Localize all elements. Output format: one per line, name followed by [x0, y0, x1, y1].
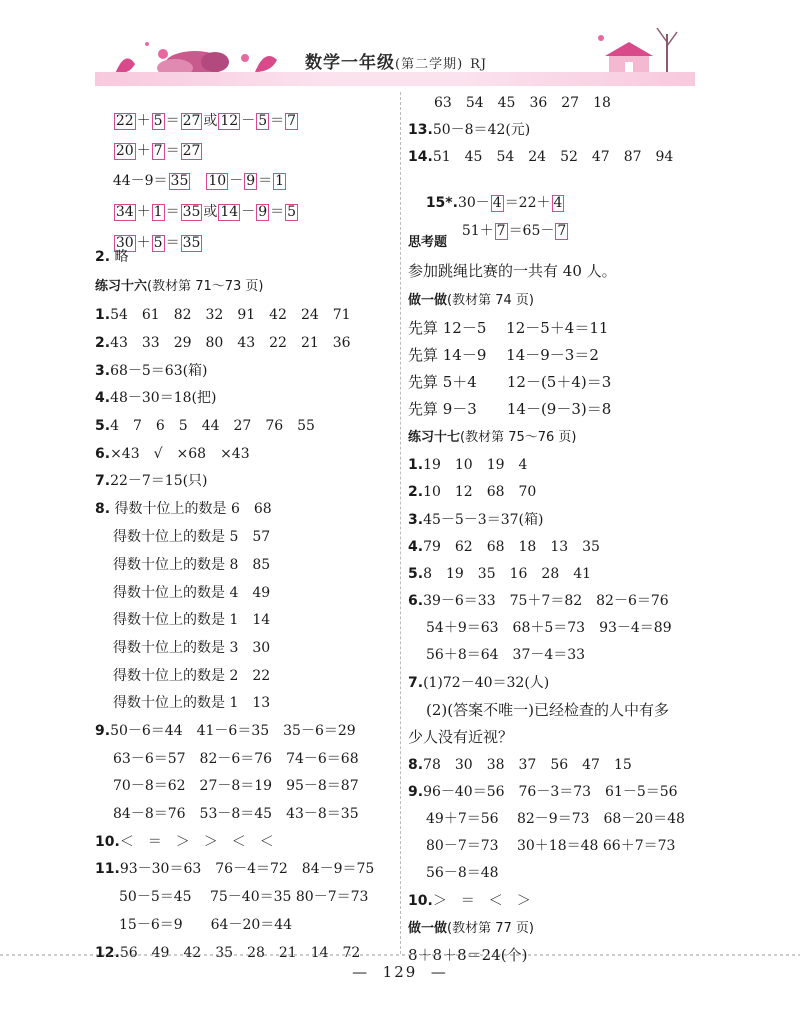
answer-line: 参加跳绳比赛的一共有 40 人。 [408, 262, 617, 280]
question-9: 9.50－6＝44 41－6＝35 35－6＝29 [95, 723, 356, 739]
question-4: 4.48－30＝18(把) [95, 390, 217, 406]
answer-line: 得数十位上的数是 1 14 [113, 612, 271, 628]
header-title [305, 48, 487, 73]
decorative-house-right [595, 16, 695, 80]
answer-line: 63－6＝57 82－6＝76 74－6＝68 [113, 751, 359, 767]
answer-line: 50－5＝45 75－40＝35 80－7＝73 [119, 889, 369, 905]
page-number: — 129 — [352, 963, 448, 981]
question-11: 11.93－30＝63 76－4＝72 84－9＝75 [95, 861, 375, 877]
question-3: 3.45－5－3＝37(箱) [408, 512, 544, 528]
question-15: 15*.30－ 4 ＝22＋ 4 [425, 195, 563, 211]
question-10: 10.＞ ＝ ＜ ＞ [408, 893, 531, 909]
answer-line: (2)(答案不唯一)已经检查的人中有多 [426, 701, 669, 719]
answer-line: 54＋9＝63 68＋5＝73 93－4＝89 [426, 620, 672, 636]
question-2: 2. 略 [95, 249, 129, 265]
question-4: 4.79 62 68 18 13 35 [408, 539, 600, 555]
answer-line: 80－7＝73 30＋18＝48 66＋7＝73 [426, 838, 676, 854]
answer-line: 30 ＋ 5 ＝ 35 [115, 235, 201, 251]
question-9: 9.96－40＝56 76－3＝73 61－5＝56 [408, 784, 678, 800]
question-2: 2.43 33 29 80 43 22 21 36 [95, 335, 351, 351]
answer-line: 得数十位上的数是 2 22 [113, 668, 271, 684]
question-14: 14.51 45 54 24 52 47 87 94 [408, 149, 674, 165]
answer-line: 56－8＝48 [426, 865, 499, 881]
section-heading: 做一做(教材第 74 页) [408, 293, 534, 308]
answer-line: 先算 9－3 14－(9－3)＝8 [408, 400, 612, 418]
answer-line: 得数十位上的数是 1 13 [113, 695, 271, 711]
question-7: 7.(1)72－40＝32(人) [408, 675, 550, 691]
question-8: 8.78 30 38 37 56 47 15 [408, 757, 632, 773]
book-subtitle: (第二学期) [395, 57, 464, 72]
question-8: 8. 得数十位上的数是 6 68 [95, 501, 272, 517]
answer-line: 63 54 45 36 27 18 [434, 95, 611, 111]
section-heading: 练习十六(教材第 71～73 页) [95, 279, 264, 294]
answer-line: 得数十位上的数是 3 30 [113, 640, 271, 656]
answer-line: 少人没有近视？ [408, 728, 514, 746]
answer-line: 44－9＝ 35 10 － 9 ＝ 1 [112, 173, 285, 189]
answer-line: 8＋8＋8＝24(个) [408, 946, 528, 964]
column-divider [400, 92, 401, 954]
page-header [95, 14, 695, 92]
question-13: 13.50－8＝42(元) [408, 122, 531, 138]
answer-line: 51＋ 7 ＝65－ 7 [461, 223, 567, 239]
answer-line: 得数十位上的数是 8 85 [113, 557, 271, 573]
answer-line: 56＋8＝64 37－4＝33 [426, 647, 586, 663]
answer-line: 先算 14－9 14－9－3＝2 [408, 346, 599, 364]
answer-line: 22 ＋ 5 ＝ 27 或 12 － 5 ＝ 7 [115, 113, 297, 129]
answer-line: 先算 5＋4 12－(5＋4)＝3 [408, 373, 612, 391]
question-12: 12.56 49 42 35 28 21 14 72 [95, 945, 361, 961]
question-2: 2.10 12 68 70 [408, 484, 537, 500]
question-6: 6.×43 √ ×68 ×43 [95, 446, 250, 462]
question-3: 3.68－5＝63(箱) [95, 363, 208, 379]
header-band [95, 72, 695, 86]
answer-line: 49＋7＝56 82－9＝73 68－20＝48 [426, 811, 685, 827]
question-1: 1.19 10 19 4 [408, 457, 528, 473]
answer-line: 15－6＝9 64－20＝44 [119, 917, 293, 933]
section-heading: 思考题 [408, 235, 448, 250]
answer-line: 70－8＝62 27－8＝19 95－8＝87 [113, 778, 359, 794]
question-10: 10.＜ ＝ ＞ ＞ ＜ ＜ [95, 834, 274, 850]
question-5: 5.4 7 6 5 44 27 76 55 [95, 418, 315, 434]
question-5: 5.8 19 35 16 28 41 [408, 566, 592, 582]
answer-line: 84－8＝76 53－8＝45 43－8＝35 [113, 806, 359, 822]
question-1: 1.54 61 82 32 91 42 24 71 [95, 307, 351, 323]
section-heading: 做一做(教材第 77 页) [408, 921, 534, 936]
footer-rule [0, 954, 800, 958]
answer-line: 先算 12－5 12－5＋4＝11 [408, 319, 609, 337]
answer-line: 得数十位上的数是 5 57 [113, 529, 271, 545]
question-7: 7.22－7＝15(只) [95, 473, 208, 489]
answer-line: 20 ＋ 7 ＝ 27 [115, 143, 201, 159]
section-heading: 练习十七(教材第 75～76 页) [408, 430, 577, 445]
book-edition: RJ [470, 57, 488, 72]
question-6: 6.39－6＝33 75＋7＝82 82－6＝76 [408, 593, 669, 609]
book-title: 数学一年级 [305, 53, 395, 73]
answer-line: 得数十位上的数是 4 49 [113, 585, 271, 601]
answer-line: 34 ＋ 1 ＝ 35 或 14 － 9 ＝ 5 [115, 204, 297, 220]
